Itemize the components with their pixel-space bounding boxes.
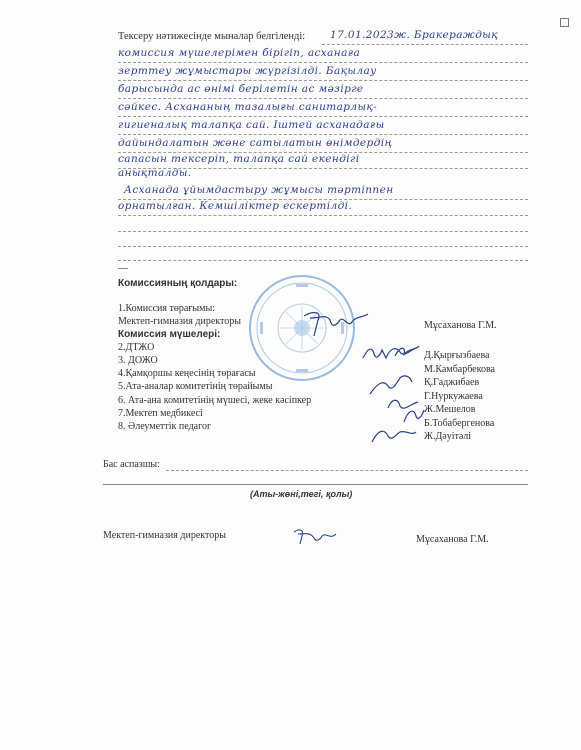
chair-position: Мектеп-гимназия директоры	[118, 316, 241, 327]
member-role-4: 5.Ата-аналар комитетінің төрайымы	[118, 381, 273, 392]
chef-line-2	[103, 484, 528, 485]
ruled-line	[118, 98, 528, 99]
ruled-line	[118, 134, 528, 135]
member-name-2: М.Камбарбекова	[424, 364, 495, 375]
member-role-6: 7.Мектеп медбикесі	[118, 408, 203, 419]
ruled-line	[118, 80, 528, 81]
handwritten-line-8: сапасын тексеріп, талапқа сай екендігі	[118, 153, 360, 165]
member-name-6: Б.Тобабергенова	[424, 418, 495, 429]
chair-title: 1.Комиссия төрағымы:	[118, 303, 215, 314]
member-name-7: Ж.Дәуітәлі	[424, 431, 472, 442]
commission-heading: Комиссияның қолдары:	[118, 278, 238, 289]
handwritten-line-5: сәйкес. Асхананың тазалығы санитарлық-	[118, 101, 378, 113]
chair-signature	[300, 306, 372, 340]
handwritten-line-6: гигиеналық талапқа сай. Іштей асханадағы	[118, 119, 385, 131]
director-signature	[290, 526, 340, 548]
corner-mark	[560, 18, 569, 27]
handwritten-line-7: дайындалатын және сатылатын өнімдердің	[118, 137, 393, 149]
member-signature-5	[400, 404, 426, 426]
member-signature-6	[368, 424, 420, 448]
ruled-line	[118, 260, 528, 261]
ruled-line	[118, 215, 528, 216]
member-signature-2	[392, 342, 422, 362]
member-name-5: Ж.Мешелов	[424, 404, 476, 415]
member-role-3: 4.Қамқоршы кеңесінің төрағасы	[118, 368, 256, 379]
member-role-1: 2.ДТЖО	[118, 342, 155, 353]
handwritten-line-11: орнатылған. Кемшіліктер ескертілді.	[118, 200, 353, 212]
ruled-line-stub	[118, 268, 128, 269]
handwritten-line-2: комиссия мүшелерімен бірігіп, асханаға	[118, 47, 361, 59]
member-name-1: Д.Қырғызбаева	[424, 350, 490, 361]
member-role-7: 8. Әлеуметтік педагог	[118, 421, 212, 432]
ruled-line	[118, 246, 528, 247]
handwritten-line-1: 17.01.2023ж. Бракераждық	[330, 29, 498, 41]
ruled-line	[322, 44, 528, 45]
members-heading: Комиссия мүшелері:	[118, 329, 221, 340]
member-name-3: Қ.Гаджибаев	[424, 377, 480, 388]
ruled-line	[118, 231, 528, 232]
chef-label: Бас аспазшы:	[103, 459, 160, 470]
member-role-5: 6. Ата-ана комитетінің мүшесі, жеке кәсіпкер	[118, 395, 312, 406]
handwritten-line-10: Асханада ұйымдастыру жұмысы тәртіппен	[124, 184, 394, 196]
chef-caption: (Аты-жөні,тегі, қолы)	[250, 489, 353, 499]
ruled-line	[118, 62, 528, 63]
chef-line	[166, 470, 528, 471]
observation-label: Тексеру нәтижесінде мыналар белгіленді:	[118, 31, 306, 42]
member-role-2: 3. ДОЖО	[118, 355, 158, 366]
handwritten-line-4: барысында ас өнімі берілетін ас мәзірге	[118, 83, 364, 95]
handwritten-line-9: анықталды.	[118, 167, 192, 179]
director-label: Мектеп-гимназия директоры	[103, 530, 226, 541]
director-name: Мұсаханова Г.М.	[416, 534, 489, 545]
member-name-4: Г.Нуркужаева	[424, 391, 483, 402]
handwritten-line-3: зерттеу жұмыстары жүргізілді. Бақылау	[118, 65, 377, 77]
chair-name: Мұсаханова Г.М.	[424, 320, 497, 331]
ruled-line	[118, 116, 528, 117]
